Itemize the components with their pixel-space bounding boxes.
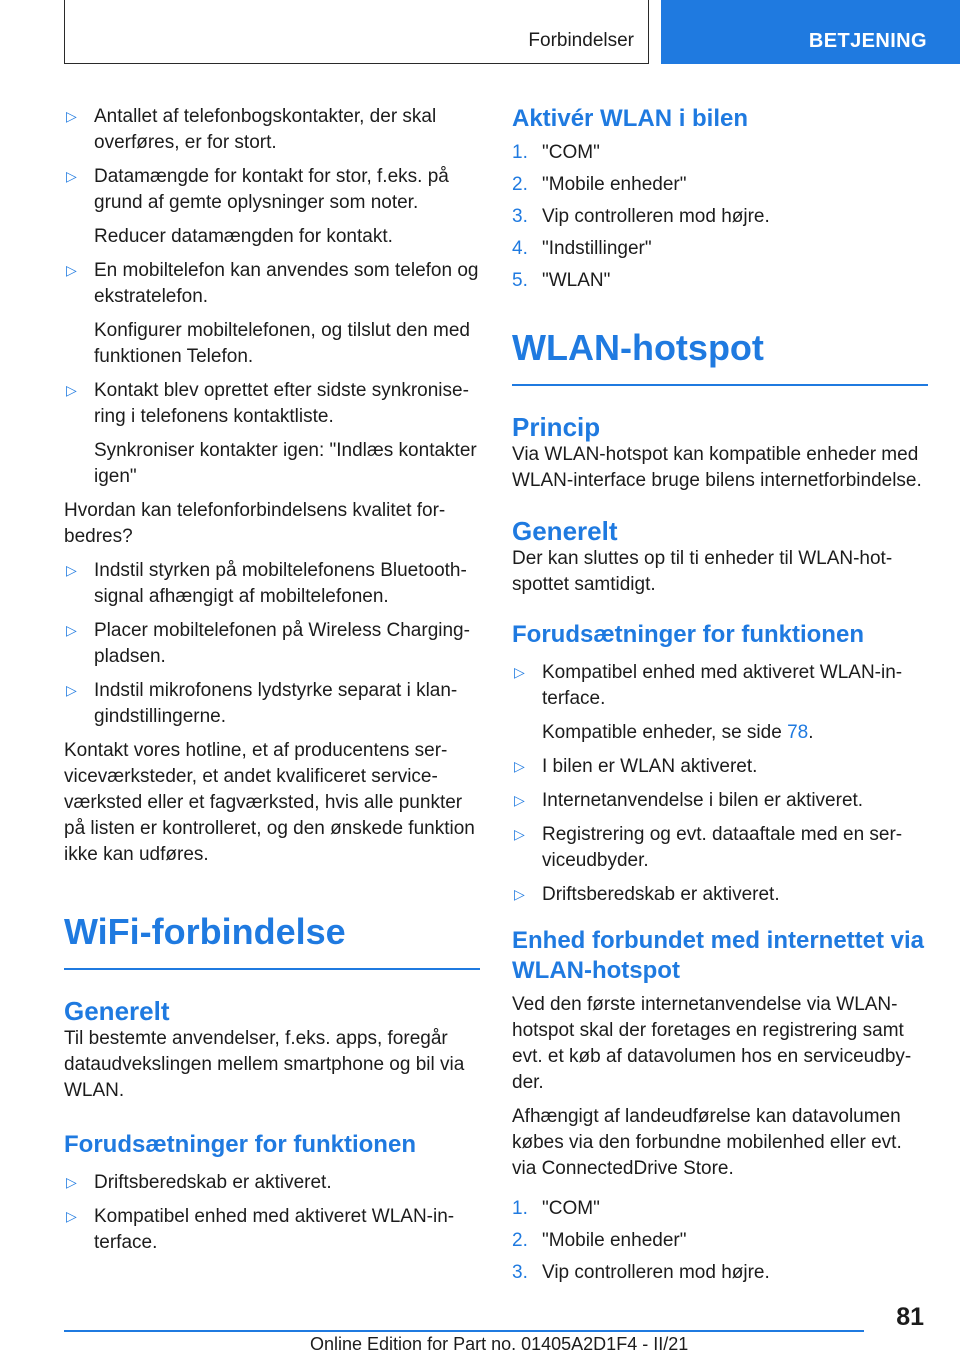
general-heading: Generelt xyxy=(64,995,170,1026)
list-item xyxy=(512,1228,928,1254)
triangle-bullet-icon: ▷ xyxy=(66,562,77,578)
footer-divider xyxy=(64,1330,864,1332)
hotspot-section-title: WLAN-hotspot xyxy=(512,327,764,368)
bullet-subtext: Synkroniser kontakter igen: "Indlæs kontakter igen" xyxy=(94,440,477,487)
step-text: "Indstillinger" xyxy=(542,238,652,259)
step-text: Vip controlleren mod højre. xyxy=(542,1261,770,1283)
list-item xyxy=(512,1260,928,1286)
step-text: "COM" xyxy=(542,1197,600,1219)
list-item xyxy=(512,140,928,166)
list-item xyxy=(64,678,480,730)
page-number: 81 xyxy=(896,1303,924,1331)
list-item xyxy=(64,164,480,250)
bullet-subtext: Konfigurer mobiltelefonen, og tilslut den med funktionen Telefon. xyxy=(94,320,471,367)
bullet-text: Internetanvendelse i bilen er aktiveret. xyxy=(542,789,864,811)
prereq-bullet-list xyxy=(64,1170,480,1256)
bullet-text: Indstil mikrofonens lydstyrke separat i klan‐gindstillingerne. xyxy=(94,680,458,727)
triangle-bullet-icon: ▷ xyxy=(66,682,77,698)
step-number: 1. xyxy=(512,142,528,163)
list-item xyxy=(512,1196,928,1222)
general-paragraph: Der kan sluttes op til ti enheder til WLAN-hot‐spottet samtidigt. xyxy=(512,547,893,595)
prereq-bullet-list xyxy=(512,660,928,908)
footer-edition-text: Online Edition for Part no. 01405A2D1F4 - II/21 xyxy=(310,1334,689,1354)
principle-heading: Princip xyxy=(512,411,601,442)
list-item xyxy=(512,204,928,230)
triangle-bullet-icon: ▷ xyxy=(514,757,525,774)
triangle-bullet-icon: ▷ xyxy=(66,1173,77,1190)
step-number: 2. xyxy=(512,1229,528,1251)
step-number: 3. xyxy=(512,206,528,227)
header-chapter-title: BETJENING xyxy=(808,30,927,52)
principle-paragraph: Via WLAN-hotspot kan kompatible enheder med WLAN-interface bruge bilens internetforbindelse. xyxy=(512,443,922,491)
bullet-text: Kontakt blev oprettet efter sidste synkronise‐ring i telefonens kontaktliste. xyxy=(94,380,469,427)
bullet-text: I bilen er WLAN aktiveret. xyxy=(542,755,758,777)
list-item xyxy=(512,660,928,746)
activate-steps-list xyxy=(512,140,928,294)
list-item xyxy=(64,1170,480,1196)
connected-heading: Enhed forbundet med internettet via WLAN-hotspot xyxy=(512,926,925,984)
general-paragraph: Til bestemte anvendelser, f.eks. apps, foregår dataudvekslingen mellem smartphone og bil via WLAN. xyxy=(64,1027,465,1101)
connected-paragraph-2: Afhængigt af landeudførelse kan datavolumen købes via den forbundne mobilenhed eller evt. via ConnectedDrive Store. xyxy=(512,1105,902,1179)
list-item xyxy=(512,754,928,780)
header-section-box xyxy=(64,0,649,64)
bullet-text: En mobiltelefon kan anvendes som telefon og ekstratelefon. xyxy=(94,260,479,307)
bullet-text: Registrering og evt. dataaftale med en ser‐viceudbyder. xyxy=(542,823,903,871)
step-number: 4. xyxy=(512,238,528,259)
list-item xyxy=(512,236,928,262)
list-item xyxy=(512,822,928,874)
triangle-bullet-icon: ▷ xyxy=(514,825,525,842)
contact-paragraph: Kontakt vores hotline, et af producentens ser‐viceværksteder, et andet kvalificeret service‐værksted eller et fagværksted, hvis alle punkter på listen er kontrolleret, og den ønskede funktion ikke kan udføres. xyxy=(64,740,475,865)
triangle-bullet-icon: ▷ xyxy=(66,168,77,184)
list-item xyxy=(64,1204,480,1256)
title-divider xyxy=(512,384,928,386)
bullet-text: Indstil styrken på mobiltelefonens Bluetooth-signal afhængigt af mobiltelefonen. xyxy=(94,560,467,607)
list-item xyxy=(64,258,480,370)
triangle-bullet-icon: ▷ xyxy=(66,1207,77,1224)
bullet-text: Kompatibel enhed med aktiveret WLAN-in‐terface. xyxy=(542,661,903,709)
bullet-subtext: Kompatible enheder, se side 78. xyxy=(542,721,814,743)
prereq-heading: Forudsætninger for funktionen xyxy=(512,620,864,648)
step-number: 3. xyxy=(512,1261,528,1283)
list-item xyxy=(512,172,928,198)
triangle-bullet-icon: ▷ xyxy=(514,663,525,680)
bullet-text: Driftsberedskab er aktiveret. xyxy=(94,1171,332,1193)
list-item xyxy=(512,268,928,294)
bullet-text: Antallet af telefonbogskontakter, der skal overføres, er for stort. xyxy=(94,106,437,153)
step-number: 2. xyxy=(512,174,528,195)
list-item xyxy=(64,104,480,156)
quality-bullet-list xyxy=(64,558,480,730)
intro-bullet-list xyxy=(64,104,480,490)
general-heading: Generelt xyxy=(512,515,618,546)
page-reference-link[interactable]: 78 xyxy=(787,721,809,743)
step-text: Vip controlleren mod højre. xyxy=(542,206,770,227)
bullet-text: Placer mobiltelefonen på Wireless Charging-pladsen. xyxy=(94,620,470,667)
step-number: 5. xyxy=(512,270,528,291)
step-text: "Mobile enheder" xyxy=(542,174,687,195)
step-text: "COM" xyxy=(542,142,600,163)
bullet-text: Datamængde for kontakt for stor, f.eks. på grund af gemte oplysninger som noter. xyxy=(94,166,449,213)
activate-wlan-heading: Aktivér WLAN i bilen xyxy=(512,105,749,132)
step-text: "Mobile enheder" xyxy=(542,1229,687,1251)
triangle-bullet-icon: ▷ xyxy=(66,622,77,638)
header-chapter-box xyxy=(661,0,960,64)
left-column xyxy=(64,104,480,1264)
bullet-text: Kompatibel enhed med aktiveret WLAN-in‐terface. xyxy=(94,1205,455,1253)
triangle-bullet-icon: ▷ xyxy=(514,885,525,902)
bullet-text: Driftsberedskab er aktiveret. xyxy=(542,883,780,905)
list-item xyxy=(64,378,480,490)
triangle-bullet-icon: ▷ xyxy=(66,382,77,398)
step-number: 1. xyxy=(512,1197,528,1219)
bullet-subtext: Reducer datamængden for kontakt. xyxy=(94,226,393,247)
prereq-heading: Forudsætninger for funktionen xyxy=(64,1130,416,1158)
connected-paragraph-1: Ved den første internetanvendelse via WLAN-hotspot skal der foretages en registrering samt evt. et køb af datavolumen hos en serviceudby‐der. xyxy=(512,993,912,1093)
header-section-title: Forbindelser xyxy=(528,30,634,51)
right-column xyxy=(512,104,928,1292)
quality-question: Hvordan kan telefonforbindelsens kvalitet for‐bedres? xyxy=(64,500,446,547)
list-item xyxy=(64,618,480,670)
list-item xyxy=(512,788,928,814)
triangle-bullet-icon: ▷ xyxy=(66,262,77,278)
list-item xyxy=(512,882,928,908)
connected-steps-list xyxy=(512,1196,928,1286)
list-item xyxy=(64,558,480,610)
triangle-bullet-icon: ▷ xyxy=(66,108,77,124)
triangle-bullet-icon: ▷ xyxy=(514,791,525,808)
step-text: "WLAN" xyxy=(542,270,611,291)
title-divider xyxy=(64,968,480,970)
wifi-section-title: WiFi-forbindelse xyxy=(64,911,346,952)
